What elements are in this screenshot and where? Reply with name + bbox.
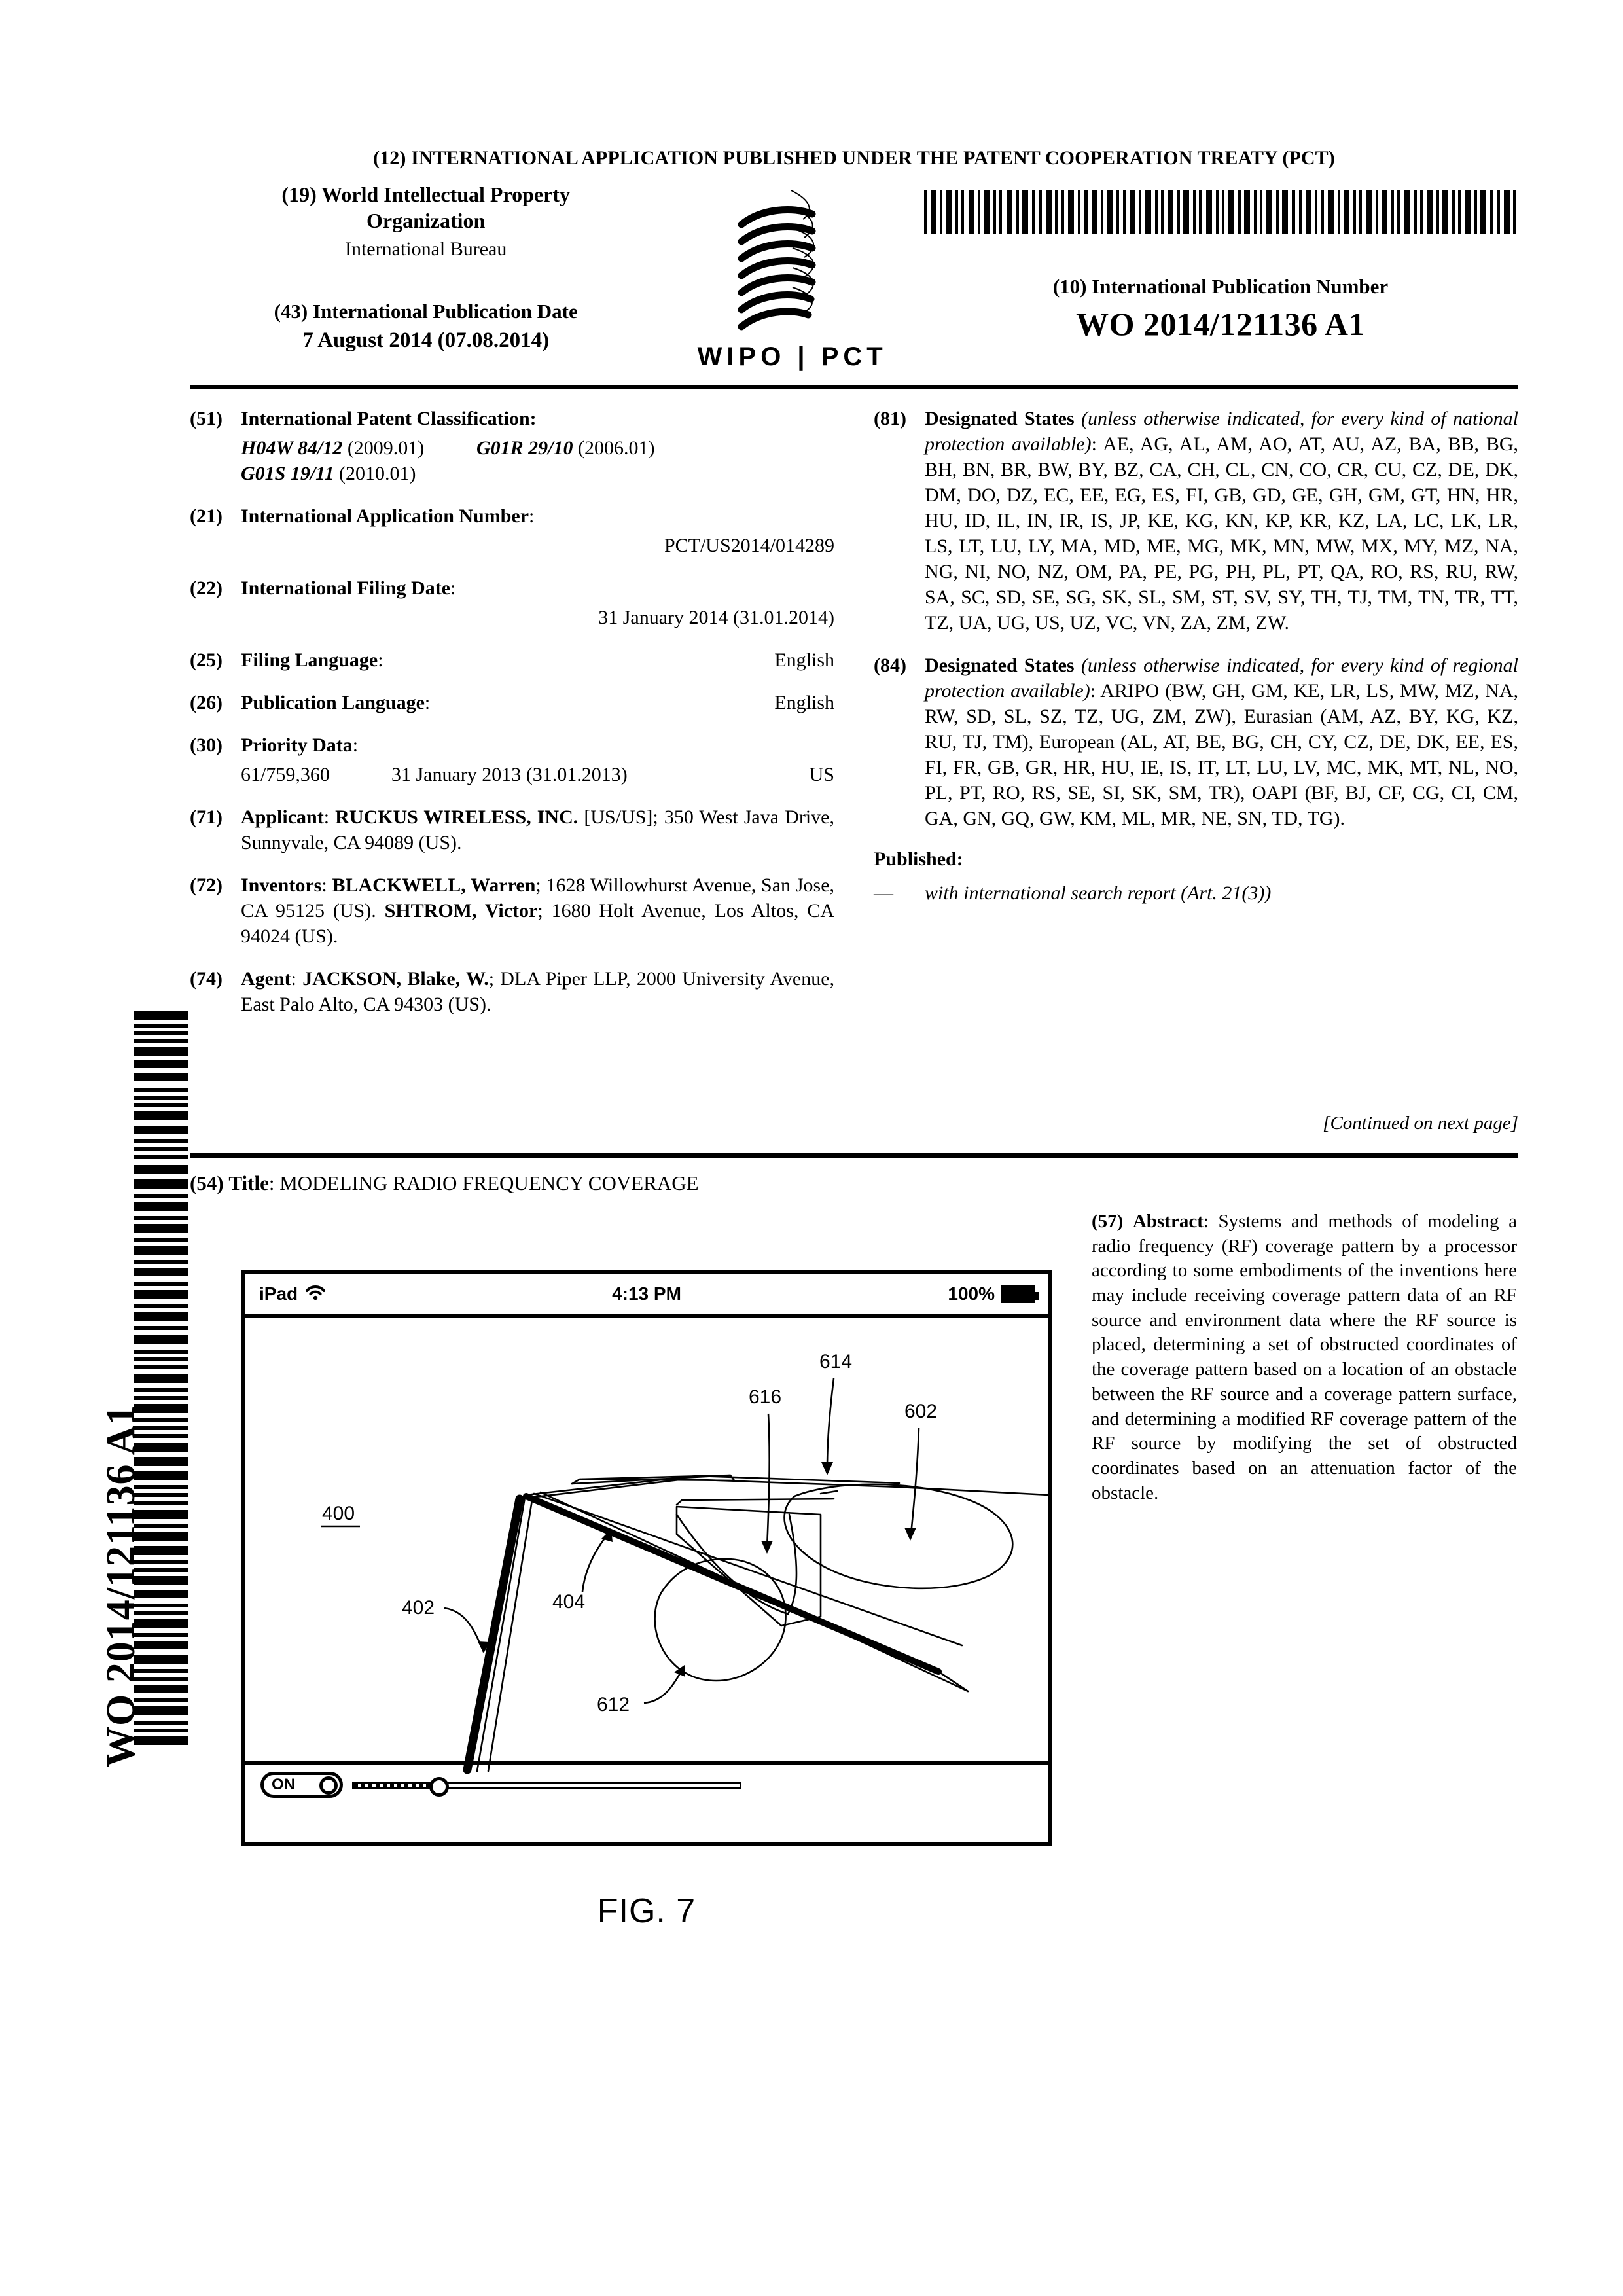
title-inid: (54) [190,1172,224,1194]
field-filing-date-label: International Filing Date [241,577,450,599]
publication-date-label: (43) International Publication Date [274,300,578,323]
field-applicant-colon: : [323,806,336,828]
field-designated-national-qualifier: (unless otherwise indicated, for every kind of national protection available) [925,408,1518,455]
toggle-label: ON [272,1776,295,1793]
ref-numeral-402: 402 [402,1597,435,1619]
field-ipc-inid: (51) [190,408,223,429]
priority-date: 31 January 2013 (31.01.2013) [391,764,628,785]
figure-control-bar [245,1761,1048,1805]
field-inventors-inid: (72) [190,874,223,896]
field-publication-language-label: Publication Language [241,692,425,713]
ref-numeral-400: 400 [322,1503,355,1524]
publication-date-value: 7 August 2014 (07.08.2014) [302,329,550,352]
field-inventors [190,872,834,949]
field-publication-language-colon: : [424,692,431,713]
field-designated-regional-states: ARIPO (BW, GH, GM, KE, LR, LS, MW, MZ, NA, RW, SD, SL, SZ, TZ, UG, ZM, ZW), Eurasian (AM, AZ, BY, KG, KZ, RU, TJ, TM), European (AL, AT, BE, BG, CH, CY, CZ, DE, DK, EE, ES, FI, FR, GB, GR, HR, HU, IE, IS, IT, LT, LU, LV, MC, MK, MT, NL, NO, PL, PT, RO, RS, SE, SI, SK, SM, TR), OAPI (BF, BJ, CF, CG, CI, CM, GA, GN, GQ, GW, KM, ML, MR, NE, SN, TD, TG). [925,680,1518,829]
published-item-text: with international search report (Art. 21(3)) [925,882,1272,904]
wipo-organization-block [190,179,662,353]
field-filing-date-inid: (22) [190,577,223,599]
field-publication-language-inid: (26) [190,692,223,713]
side-margin-publication-number: WO 2014/121136 A1 [99,1404,143,1767]
inventor-address-2: ; 1680 Holt Avenue, Los Altos, CA 94024 (US). [241,900,834,947]
ref-numeral-602: 602 [904,1401,938,1422]
field-designated-regional-inid: (84) [874,655,906,676]
field-filing-date-value: 31 January 2014 (31.01.2014) [598,607,834,628]
field-inventors-label: Inventors [241,874,322,896]
published-item [874,882,1518,905]
field-agent-colon: : [291,968,303,990]
status-bar-time: 4:13 PM [612,1283,681,1304]
publication-number-label: (10) International Publication Number [1052,275,1389,298]
field-designated-regional-label: Designated States [925,655,1075,676]
field-priority-data-colon: : [352,734,359,756]
field-filing-language-label: Filing Language [241,649,378,671]
field-publication-language-value: English [774,692,834,713]
ref-numeral-616: 616 [749,1386,782,1408]
ipc-version-0: (2009.01) [347,437,425,459]
battery-percent-label: 100% [948,1283,995,1304]
continued-note: [Continued on next page] [1323,1113,1518,1134]
field-designated-national-states: AE, AG, AL, AM, AO, AT, AU, AZ, BA, BB, BG, BH, BN, BR, BW, BY, BZ, CA, CH, CL, CN, CO, CR, CU, CZ, DE, DK, DM, DO, DZ, EC, EE, EG, ES, FI, GB, GD, GE, GH, GM, GT, HN, HR, HU, ID, IL, IN, IR, IS, JP, KE, KG, KN, KP, KR, KZ, LA, LC, LK, LR, LS, LT, LU, LY, MA, MD, ME, MG, MK, MN, MW, MX, MY, MZ, NA, NG, NI, NO, NZ, OM, PA, PE, PG, PH, PL, PT, QA, RO, RS, RU, RW, SA, SC, SD, SE, SG, SK, SL, SM, ST, SV, SY, TH, TJ, TM, TN, TR, TT, TZ, UA, UG, US, UZ, VC, VN, ZA, ZM, ZW. [925,433,1518,634]
device-name-label: iPad [259,1283,298,1304]
slider-filled-track [352,1782,440,1789]
field-designated-national-colon: : [1091,433,1103,455]
field-designated-states-national [874,406,1518,636]
wipo-logo-block [662,179,923,372]
field-application-number-label: International Application Number [241,505,529,527]
field-application-number-colon: : [529,505,535,527]
ipad-status-bar [245,1274,1048,1318]
field-agent [190,966,834,1017]
page-title: MODELING RADIO FREQUENCY COVERAGE [279,1172,699,1194]
field-application-number [190,503,834,558]
abstract-label: Abstract [1132,1211,1204,1232]
battery-icon [1001,1285,1035,1303]
field-designated-states-regional [874,653,1518,831]
title-colon: : [268,1172,280,1194]
on-off-toggle[interactable] [260,1772,343,1798]
field-ipc-label: International Patent Classification [241,408,530,429]
wipo-globe-icon [662,183,923,340]
field-applicant-label: Applicant [241,806,324,828]
bibliographic-left-column [190,406,841,1034]
agent-address: ; DLA Piper LLP, 2000 University Avenue, East Palo Alto, CA 94303 (US). [241,968,835,1015]
title-section [190,1172,1518,1195]
field-inventors-colon: : [321,874,332,896]
figure-caption: FIG. 7 [597,1892,696,1930]
publication-number-block [923,179,1518,343]
field-applicant [190,804,834,855]
org-inid: (19) [281,183,317,206]
ipc-version-1: (2006.01) [578,437,655,459]
field-ipc-colon: : [529,408,537,429]
field-priority-data-label: Priority Data [241,734,353,756]
abstract-colon: : [1203,1211,1219,1232]
ref-numeral-614: 614 [819,1351,853,1372]
opacity-slider[interactable] [352,1775,745,1795]
agent-name: JACKSON, Blake, W. [302,968,489,990]
field-applicant-inid: (71) [190,806,223,828]
field-filing-language-inid: (25) [190,649,223,671]
publication-barcode [923,190,1518,234]
ipc-code-2: G01S 19/11 [241,463,334,484]
org-name-part1: World Intellectual Property [321,183,570,206]
published-dash-icon: — [874,882,893,904]
pct-banner: (12) INTERNATIONAL APPLICATION PUBLISHED UNDER THE PATENT COOPERATION TREATY (PCT) [373,147,1335,169]
field-designated-national-label: Designated States [925,408,1075,429]
publication-number-value: WO 2014/121136 A1 [1076,306,1365,342]
document-header [190,147,1518,370]
field-application-number-value: PCT/US2014/014289 [664,535,834,556]
field-agent-inid: (74) [190,968,223,990]
applicant-name: RUCKUS WIRELESS, INC. [335,806,579,828]
org-title-line1 [190,181,662,207]
field-filing-date [190,575,834,630]
priority-number: 61/759,360 [241,764,330,785]
bibliographic-right-column [874,406,1518,1034]
bibliographic-data [190,406,1518,1034]
field-filing-date-colon: : [450,577,456,599]
field-filing-language-colon: : [378,649,383,671]
inventor-name-2: SHTROM, Victor [384,900,538,922]
wipo-pct-wordmark: WIPO | PCT [697,342,887,371]
figure-drawing-canvas [245,1318,1048,1805]
ipc-code-0: H04W 84/12 [241,437,343,459]
field-application-number-inid: (21) [190,505,223,527]
abstract-text: Systems and methods of modeling a radio frequency (RF) coverage pattern by a processor according to some embodiments of the inventions here may include receiving coverage pattern data of an RF source and environment data where the RF source is placed, determining a set of obstructed coordinates of the coverage pattern based on a location of an obstacle between the RF source and a coverage pattern surface, and determining a modified RF coverage pattern of the RF source by modifying the set of obstructed coordinates based on an attenuation factor of the obstacle. [1092,1211,1518,1503]
published-heading: Published: [874,848,963,870]
abstract-section [1092,1210,1517,1505]
field-agent-label: Agent [241,968,291,990]
toggle-knob[interactable] [319,1776,338,1795]
org-name-part2: Organization [366,209,486,232]
title-label: Title [228,1172,269,1194]
status-bar-right [948,1283,1035,1304]
applicant-address: [US/US]; 350 West Java Drive, Sunnyvale, CA 94089 (US). [241,806,834,853]
field-ipc [190,406,834,486]
field-priority-data-inid: (30) [190,734,223,756]
rf-coverage-drawing [245,1318,1048,1805]
priority-country: US [809,764,834,785]
ref-numeral-612: 612 [597,1694,630,1715]
field-publication-language [190,690,834,715]
field-filing-language-value: English [774,649,834,671]
field-priority-data [190,732,834,787]
ipc-version-2: (2010.01) [339,463,416,484]
header-divider-rule [190,385,1518,389]
field-designated-national-inid: (81) [874,408,906,429]
field-designated-regional-colon: : [1090,680,1101,702]
field-filing-language [190,647,834,673]
ipc-code-1: G01R 29/10 [476,437,573,459]
figure-ipad-screenshot [241,1270,1052,1846]
title-divider-rule [190,1153,1518,1158]
inventor-address-1: ; 1628 Willowhurst Avenue, San Jose, CA 95125 (US). [241,874,835,922]
slider-empty-track [440,1782,741,1789]
abstract-inid: (57) [1092,1211,1124,1232]
slider-handle[interactable] [429,1777,449,1797]
field-designated-regional-qualifier: (unless otherwise indicated, for every kind of regional protection available) [925,655,1518,702]
org-bureau: International Bureau [344,238,507,260]
inventor-name-1: BLACKWELL, Warren [332,874,536,896]
ref-numeral-404: 404 [552,1591,586,1613]
